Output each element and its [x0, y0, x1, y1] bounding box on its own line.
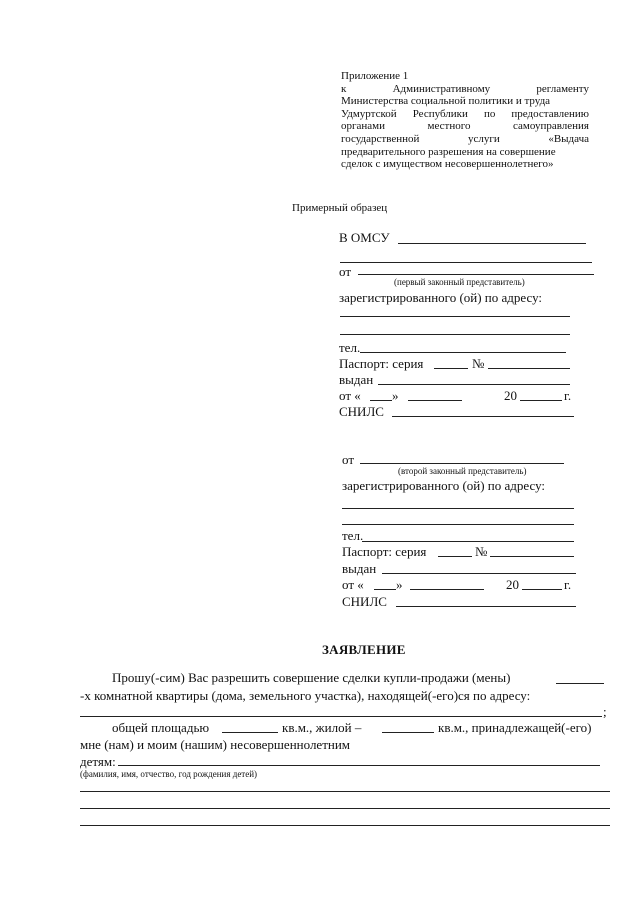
- rep2-name-field[interactable]: [360, 463, 564, 464]
- appendix-text: предоставлению: [511, 107, 589, 120]
- from-label: от: [339, 264, 352, 279]
- rep1-caption: (первый законный представитель): [394, 277, 525, 287]
- rep2-address-line2[interactable]: [342, 524, 574, 525]
- rep1-name-field[interactable]: [358, 274, 594, 275]
- area-unit-owned: кв.м., принадлежащей(-его): [438, 720, 592, 735]
- appendix-text: регламенту: [536, 82, 589, 95]
- issued-label: выдан: [339, 372, 374, 387]
- passport-series-label: Паспорт: серия: [339, 356, 424, 371]
- to-field-line2[interactable]: [340, 262, 592, 263]
- date-from-label: от «: [342, 577, 364, 592]
- rep2-phone-field[interactable]: [362, 541, 574, 542]
- rep1-snils-field[interactable]: [392, 416, 574, 417]
- rep1-issued-field[interactable]: [378, 384, 570, 385]
- year-suffix: г.: [564, 577, 572, 592]
- appendix-text: государственной: [341, 132, 420, 145]
- passport-number-label: №: [475, 544, 488, 559]
- area-unit-living: кв.м., жилой –: [282, 720, 362, 735]
- appendix-text: Министерства социальной политики и труда: [341, 95, 551, 108]
- phone-label: тел.: [339, 340, 361, 355]
- passport-series-label: Паспорт: серия: [342, 544, 427, 559]
- area-label: общей площадью: [112, 720, 210, 735]
- appendix-text: сделок с имуществом несовершеннолетнего»: [341, 158, 554, 171]
- appendix-text: Административному: [392, 82, 491, 95]
- living-area-field[interactable]: [382, 732, 434, 733]
- owners-line: мне (нам) и моим (нашим) несовершеннолетним: [80, 737, 351, 752]
- appendix-text: Удмуртской: [341, 107, 397, 120]
- year-prefix: 20: [506, 577, 519, 592]
- phone-label: тел.: [342, 528, 364, 543]
- issued-label: выдан: [342, 561, 377, 576]
- to-field[interactable]: [398, 243, 586, 244]
- date-from-label: от «: [339, 388, 361, 403]
- rep2-passport-series-field[interactable]: [438, 556, 472, 557]
- date-quote-close: »: [392, 388, 399, 403]
- passport-number-label: №: [472, 356, 485, 371]
- appendix-text: услуги: [467, 132, 500, 145]
- rep1-phone-field[interactable]: [360, 352, 566, 353]
- body-paragraph-line2: -х комнатной квартиры (дома, земельного участка), находящей(-его)ся по адресу:: [80, 688, 531, 703]
- rep2-address-line1[interactable]: [342, 508, 574, 509]
- rep2-date-month-field[interactable]: [410, 589, 484, 590]
- children-line4[interactable]: [80, 825, 610, 826]
- from-label: от: [342, 452, 355, 467]
- appendix-text: Республики: [412, 107, 468, 120]
- snils-label: СНИЛС: [339, 404, 384, 419]
- date-quote-close: »: [396, 577, 403, 592]
- rep1-passport-number-field[interactable]: [488, 368, 570, 369]
- rooms-count-field[interactable]: [556, 683, 604, 684]
- appendix-text: «Выдача: [548, 132, 589, 145]
- rep2-date-year-field[interactable]: [522, 589, 562, 590]
- appendix-title: Приложение 1: [341, 70, 409, 82]
- year-prefix: 20: [504, 388, 517, 403]
- property-address-field[interactable]: [80, 716, 602, 717]
- year-suffix: г.: [564, 388, 572, 403]
- body-paragraph-start: Прошу(-сим) Вас разрешить совершение сделки купли-продажи (мены): [112, 670, 511, 685]
- appendix-text: по: [483, 107, 496, 120]
- rep2-date-day-field[interactable]: [374, 589, 396, 590]
- appendix-text: местного: [427, 120, 471, 133]
- registered-label: зарегистрированного (ой) по адресу:: [339, 290, 543, 305]
- rep2-issued-field[interactable]: [382, 573, 576, 574]
- rep2-passport-number-field[interactable]: [490, 556, 574, 557]
- rep2-snils-field[interactable]: [396, 606, 576, 607]
- rep1-date-day-field[interactable]: [370, 400, 392, 401]
- appendix-text: органами: [341, 120, 386, 133]
- children-field[interactable]: [118, 765, 600, 766]
- semicolon: ;: [603, 704, 607, 719]
- appendix-text: предварительного разрешения на совершение: [341, 145, 556, 158]
- total-area-field[interactable]: [222, 732, 278, 733]
- to-label: В ОМСУ: [339, 230, 390, 245]
- rep1-address-line1[interactable]: [340, 316, 570, 317]
- rep1-date-month-field[interactable]: [408, 400, 462, 401]
- children-label: детям:: [80, 754, 116, 769]
- rep2-caption: (второй законный представитель): [398, 466, 527, 476]
- document-title: ЗАЯВЛЕНИЕ: [322, 642, 406, 657]
- children-line3[interactable]: [80, 808, 610, 809]
- rep1-passport-series-field[interactable]: [434, 368, 468, 369]
- rep1-address-line2[interactable]: [340, 334, 570, 335]
- snils-label: СНИЛС: [342, 594, 387, 609]
- rep1-date-year-field[interactable]: [520, 400, 562, 401]
- appendix-text: к: [341, 82, 347, 95]
- registered-label: зарегистрированного (ой) по адресу:: [342, 478, 546, 493]
- children-line2[interactable]: [80, 791, 610, 792]
- appendix-block: [341, 70, 589, 171]
- sample-label: Примерный образец: [292, 202, 388, 214]
- appendix-text: самоуправления: [513, 120, 589, 133]
- children-caption: (фамилия, имя, отчество, год рождения детей): [80, 769, 258, 779]
